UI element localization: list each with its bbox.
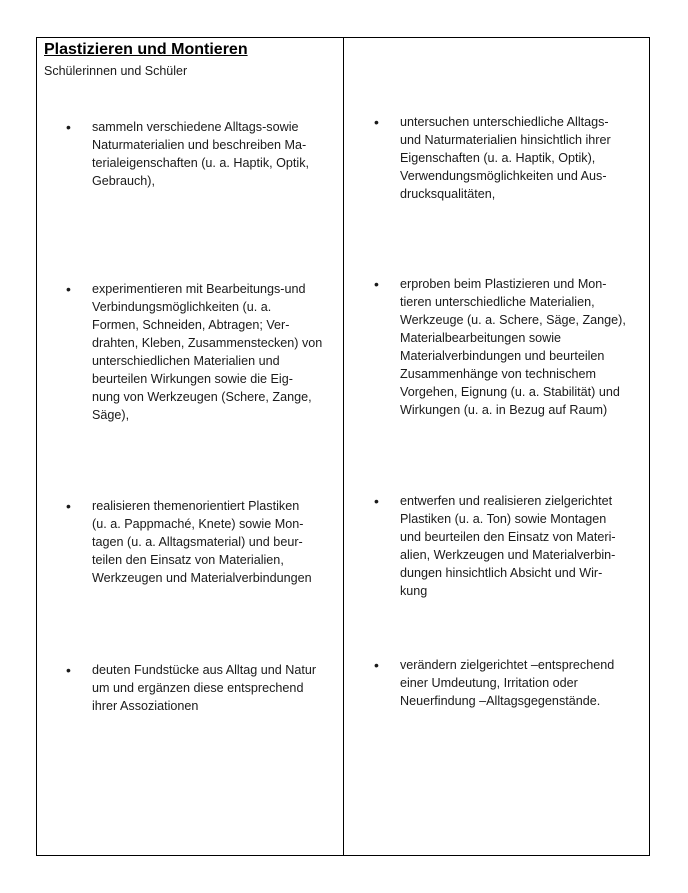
bullet-icon: • bbox=[374, 114, 379, 130]
curriculum-table bbox=[36, 37, 650, 856]
section-title: Plastizieren und Montieren bbox=[44, 41, 248, 58]
bullet-icon: • bbox=[374, 493, 379, 509]
item-text: untersuchen unterschiedliche Alltags- und Naturmaterialien hinsichtlich ihrer Eigenschaften (u. a. Haptik, Optik), Verwendungsmöglichkeiten und Aus- drucksqualitäten, bbox=[400, 115, 611, 201]
item-text: experimentieren mit Bearbeitungs-und Verbindungsmöglichkeiten (u. a. Formen, Schneiden, Abtragen; Ver- drahten, Kleben, Zusammenstecken) von unterschiedlichen Materialien und beurteilen Wirkungen sowie die Eig- nung von Werkzeugen (Schere, Zange, Säge), bbox=[92, 282, 323, 422]
bullet-icon: • bbox=[374, 657, 379, 673]
column-divider bbox=[343, 38, 344, 855]
item-text: sammeln verschiedene Alltags-sowie Naturmaterialien und beschreiben Ma- terialeigenschaften (u. a. Haptik, Optik, Gebrauch), bbox=[92, 120, 310, 188]
item-text: entwerfen und realisieren zielgerichtet Plastiken (u. a. Ton) sowie Montagen und beurteilen den Einsatz von Materi- alien, Werkzeugen und Materialverbin- dungen hinsichtlich Absicht und Wir- kung bbox=[400, 494, 616, 598]
item-text: deuten Fundstücke aus Alltag und Natur um und ergänzen diese entsprechend ihrer Assoziationen bbox=[92, 663, 317, 713]
item-text: verändern zielgerichtet –entsprechend einer Umdeutung, Irritation oder Neuerfindung –Alltagsgegenstände. bbox=[400, 658, 615, 708]
bullet-icon: • bbox=[66, 498, 71, 514]
bullet-icon: • bbox=[66, 281, 71, 297]
bullet-icon: • bbox=[66, 119, 71, 135]
item-text: realisieren themenorientiert Plastiken (u. a. Pappmaché, Knete) sowie Mon- tagen (u. a. Alltagsmaterial) und beur- teilen den Einsatz von Materialien, Werkzeugen und Materialverbindungen bbox=[92, 499, 312, 585]
item-text: erproben beim Plastizieren und Mon- tieren unterschiedliche Materialien, Werkzeuge (u. a. Schere, Säge, Zange), Materialbearbeitungen sowie Materialverbindungen und beurteilen Zusammenhänge von technischem Vorgehen, Eignung (u. a. Stabilität) und Wirkungen (u. a. in Bezug auf Raum) bbox=[400, 277, 626, 417]
section-subtitle: Schülerinnen und Schüler bbox=[44, 64, 188, 78]
bullet-icon: • bbox=[66, 662, 71, 678]
bullet-icon: • bbox=[374, 276, 379, 292]
